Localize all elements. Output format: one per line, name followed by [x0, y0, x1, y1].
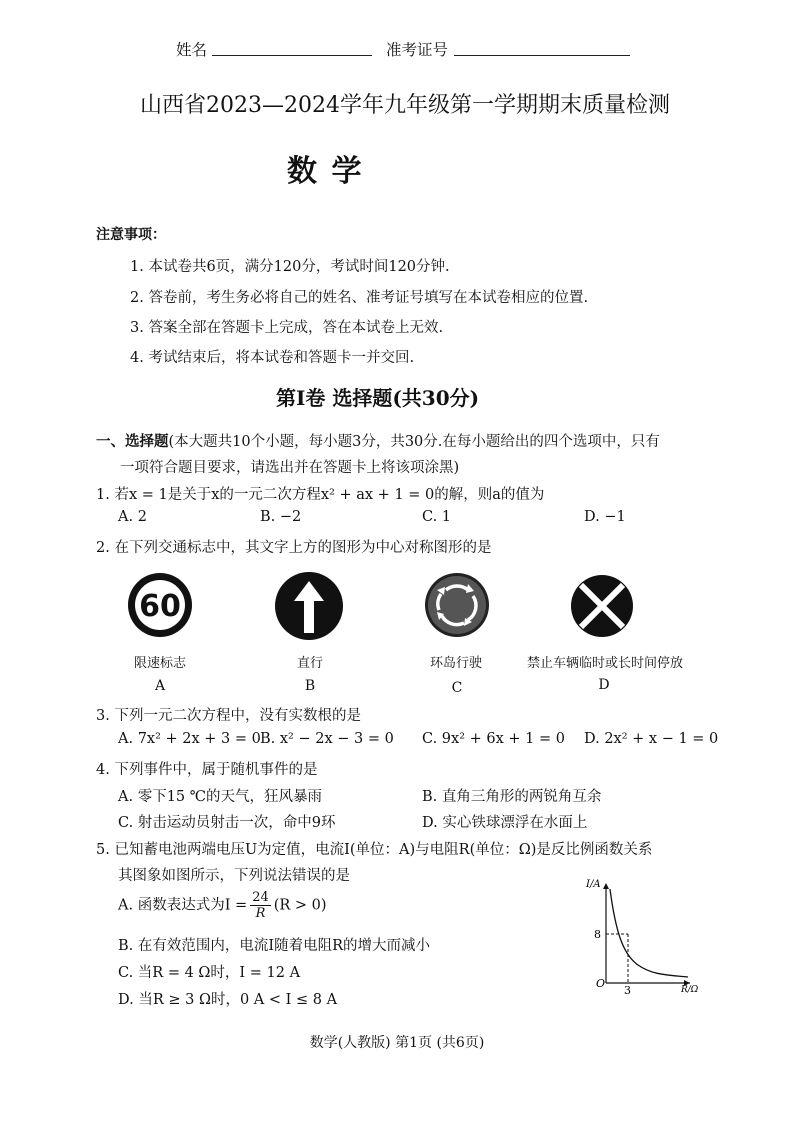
y-axis-arrow-icon — [603, 883, 609, 889]
part-label: 一、选择题 — [96, 434, 169, 450]
curve — [610, 889, 688, 977]
exam-number-blank[interactable] — [454, 55, 630, 56]
origin-label: O — [596, 977, 606, 990]
roundabout-sign-icon — [424, 572, 490, 638]
q2-option-a[interactable]: A — [154, 678, 166, 694]
q3-option-c[interactable]: C. 9x² + 6x + 1 = 0 — [422, 731, 565, 747]
name-blank[interactable] — [212, 55, 372, 56]
q1-option-c[interactable]: C. 1 — [422, 509, 452, 525]
q3-option-d[interactable]: D. 2x² + x − 1 = 0 — [584, 731, 719, 747]
q3-option-a[interactable]: A. 7x² + 2x + 3 = 0 — [118, 731, 261, 747]
note-item: 3. 答案全部在答题卡上完成，答在本试卷上无效. — [130, 320, 444, 336]
exam-number-label: 准考证号 — [386, 41, 449, 59]
y-axis-label: I/A — [586, 879, 601, 890]
caption-c: 环岛行驶 — [429, 656, 482, 671]
part-header — [96, 430, 660, 451]
x-axis-label: R/Ω — [681, 985, 698, 995]
part-desc-cont: 一项符合题目要求，请选出并在答题卡上将该项涂黑) — [120, 460, 460, 476]
q4-option-d[interactable]: D. 实心铁球漂浮在水面上 — [422, 815, 588, 831]
caption-b: 直行 — [296, 656, 323, 671]
q1-option-b[interactable]: B. −2 — [260, 509, 302, 525]
q2-option-c[interactable]: C — [451, 680, 463, 696]
q4-stem: 4. 下列事件中，属于随机事件的是 — [96, 762, 318, 778]
q5-option-b[interactable]: B. 在有效范围内，电流I随着电阻R的增大而减小 — [118, 938, 431, 954]
straight-ahead-sign-icon — [274, 571, 344, 641]
part-desc: (本大题共10个小题，每小题3分，共30分.在每小题给出的四个选项中，只有 — [168, 434, 660, 450]
q1-option-a[interactable]: A. 2 — [118, 509, 147, 525]
no-parking-sign-icon — [570, 574, 634, 638]
q2-stem: 2. 在下列交通标志中，其文字上方的图形为中心对称图形的是 — [96, 540, 492, 556]
q5-stem-cont: 其图象如图所示，下列说法错误的是 — [118, 868, 350, 884]
q3-option-b[interactable]: B. x² − 2x − 3 = 0 — [260, 731, 394, 747]
q3-stem: 3. 下列一元二次方程中，没有实数根的是 — [96, 708, 361, 724]
q5-inverse-graph — [578, 875, 698, 995]
q5-option-a[interactable] — [118, 890, 327, 921]
caption-d: 禁止车辆临时或长时间停放 — [526, 656, 683, 671]
name-label: 姓名 — [176, 41, 208, 59]
section-title: 第Ⅰ卷 选择题(共30分) — [276, 386, 480, 410]
note-item: 1. 本试卷共6页，满分120分，考试时间120分钟. — [130, 259, 450, 275]
q2-option-b[interactable]: B — [304, 678, 316, 694]
caption-a: 限速标志 — [133, 656, 186, 671]
notes-heading: 注意事项： — [96, 227, 166, 243]
q5-stem: 5. 已知蓄电池两端电压U为定值，电流I(单位：A)与电阻R(单位：Ω)是反比例函数关系 — [96, 842, 653, 858]
q5-option-c[interactable]: C. 当R = 4 Ω时，I = 12 A — [118, 965, 301, 981]
fraction — [250, 890, 271, 921]
x-tick-label: 3 — [624, 984, 631, 995]
speed-limit-sign-icon — [126, 571, 194, 639]
q5-option-d[interactable]: D. 当R ≥ 3 Ω时，0 A < I ≤ 8 A — [118, 992, 338, 1008]
note-item: 4. 考试结束后，将本试卷和答题卡一并交回. — [130, 350, 415, 366]
option-a-suffix: (R > 0) — [273, 897, 327, 914]
subject-title: 数 学 — [287, 154, 364, 189]
page-footer: 数学(人教版) 第1页 (共6页) — [309, 1035, 485, 1051]
speed-limit-text: 60 — [139, 589, 181, 624]
exam-title: 山西省2023—2024学年九年级第一学期期末质量检测 — [140, 93, 670, 118]
note-item: 2. 答卷前，考生务必将自己的姓名、准考证号填写在本试卷相应的位置. — [130, 290, 589, 306]
fraction-denominator: R — [255, 906, 266, 921]
q1-option-d[interactable]: D. −1 — [584, 509, 626, 525]
option-a-prefix: A. 函数表达式为I = — [118, 897, 248, 914]
q4-option-b[interactable]: B. 直角三角形的两锐角互余 — [422, 789, 602, 805]
q2-option-d[interactable]: D — [598, 677, 610, 693]
q4-option-c[interactable]: C. 射击运动员射击一次，命中9环 — [118, 815, 336, 831]
q1-stem: 1. 若x = 1是关于x的一元二次方程x² + ax + 1 = 0的解，则a的值为 — [96, 487, 545, 503]
q4-option-a[interactable]: A. 零下15 ℃的天气，狂风暴雨 — [118, 789, 322, 805]
fraction-numerator: 24 — [252, 890, 269, 905]
y-tick-label: 8 — [594, 928, 601, 941]
